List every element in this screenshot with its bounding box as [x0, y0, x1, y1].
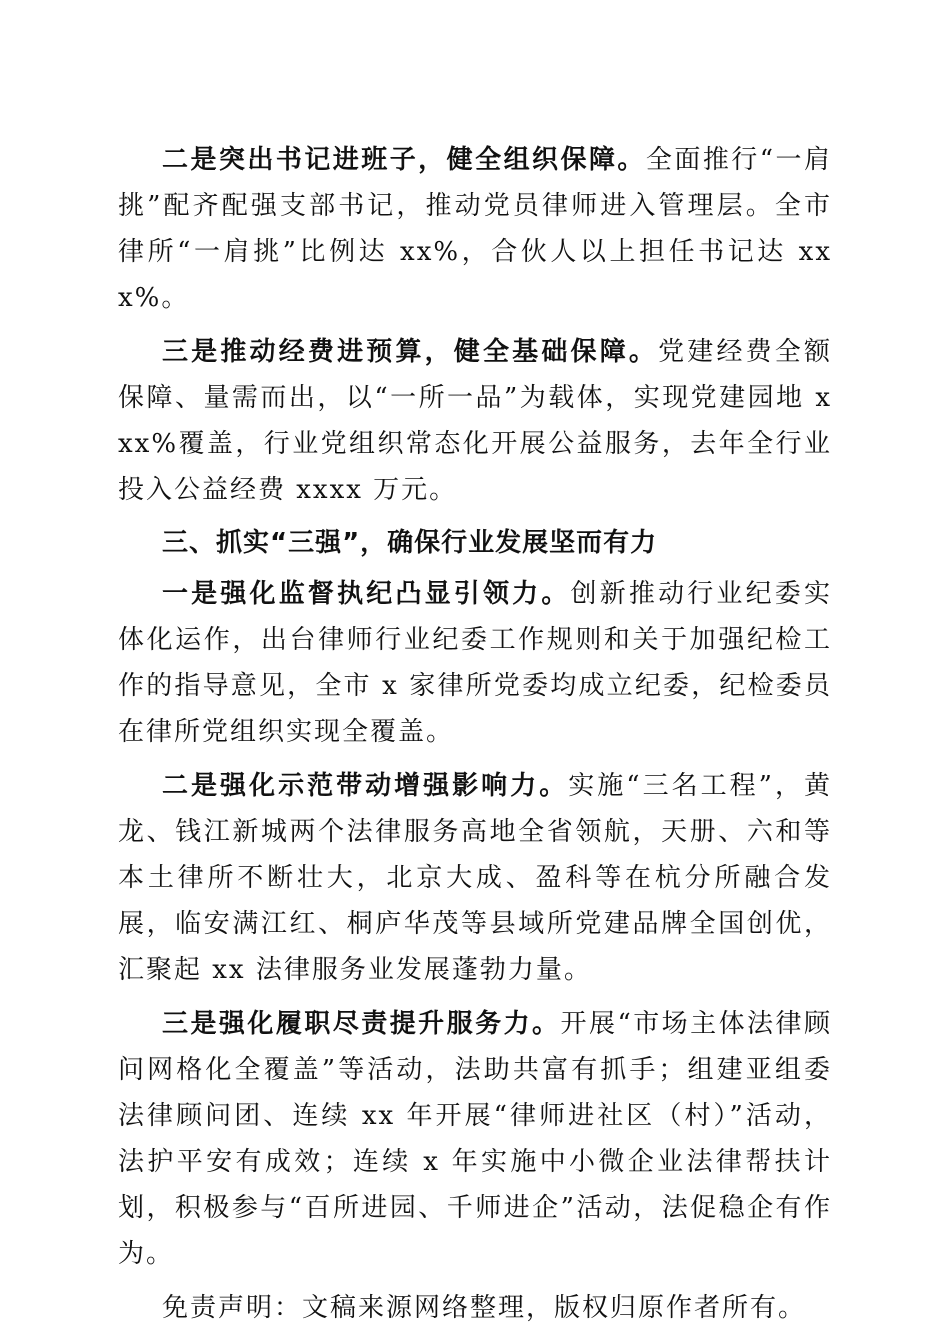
paragraph-budget	[118, 329, 832, 513]
paragraph-lead: 二是突出书记进班子，健全组织保障。	[162, 145, 646, 175]
section-heading: 三、抓实“三强”，确保行业发展坚而有力	[162, 528, 658, 558]
paragraph-lead: 一是强化监督执纪凸显引领力。	[162, 579, 571, 609]
paragraph-text: 实施“三名工程”，黄龙、钱江新城两个法律服务高地全省领航，天册、六和等本土律所不断壮大，北京大成、盈科等在杭分所融合发展，临安满江红、桐庐华茂等县域所党建品牌全国创优，汇聚起 xx 法律服务业发展蓬勃力量。	[118, 771, 832, 985]
paragraph-text: 党建经费全额保障、量需而出，以“一所一品”为载体，实现党建园地 xxx%覆盖，行业党组织常态化开展公益服务，去年全行业投入公益经费 xxxx 万元。	[118, 337, 832, 505]
paragraph-secretary	[118, 137, 832, 321]
disclaimer: 免责声明：文稿来源网络整理，版权归原作者所有。	[162, 1293, 807, 1323]
paragraph-lead: 三是强化履职尽责提升服务力。	[162, 1009, 561, 1039]
paragraph-lead: 二是强化示范带动增强影响力。	[162, 771, 569, 801]
paragraph-demonstration	[118, 763, 832, 993]
paragraph-service	[118, 1001, 832, 1277]
paragraph-lead: 三是推动经费进预算，健全基础保障。	[162, 337, 659, 367]
document-page	[118, 137, 832, 1339]
paragraph-text: 开展“市场主体法律顾问网格化全覆盖”等活动，法助共富有抓手；组建亚组委法律顾问团、连续 xx 年开展“律师进社区（村）”活动，法护平安有成效；连续 x 年实施中小微企业法律帮扶计划，积极参与“百所进园、千师进企”活动，法促稳企有作为。	[118, 1009, 832, 1269]
paragraph-text: 全面推行“一肩挑”配齐配强支部书记，推动党员律师进入管理层。全市律所“一肩挑”比例达 xx%，合伙人以上担任书记达 xxx%。	[118, 145, 832, 313]
paragraph-supervision	[118, 571, 832, 755]
paragraph-text: 创新推动行业纪委实体化运作，出台律师行业纪委工作规则和关于加强纪检工作的指导意见，全市 x 家律所党委均成立纪委，纪检委员在律所党组织实现全覆盖。	[118, 579, 832, 747]
